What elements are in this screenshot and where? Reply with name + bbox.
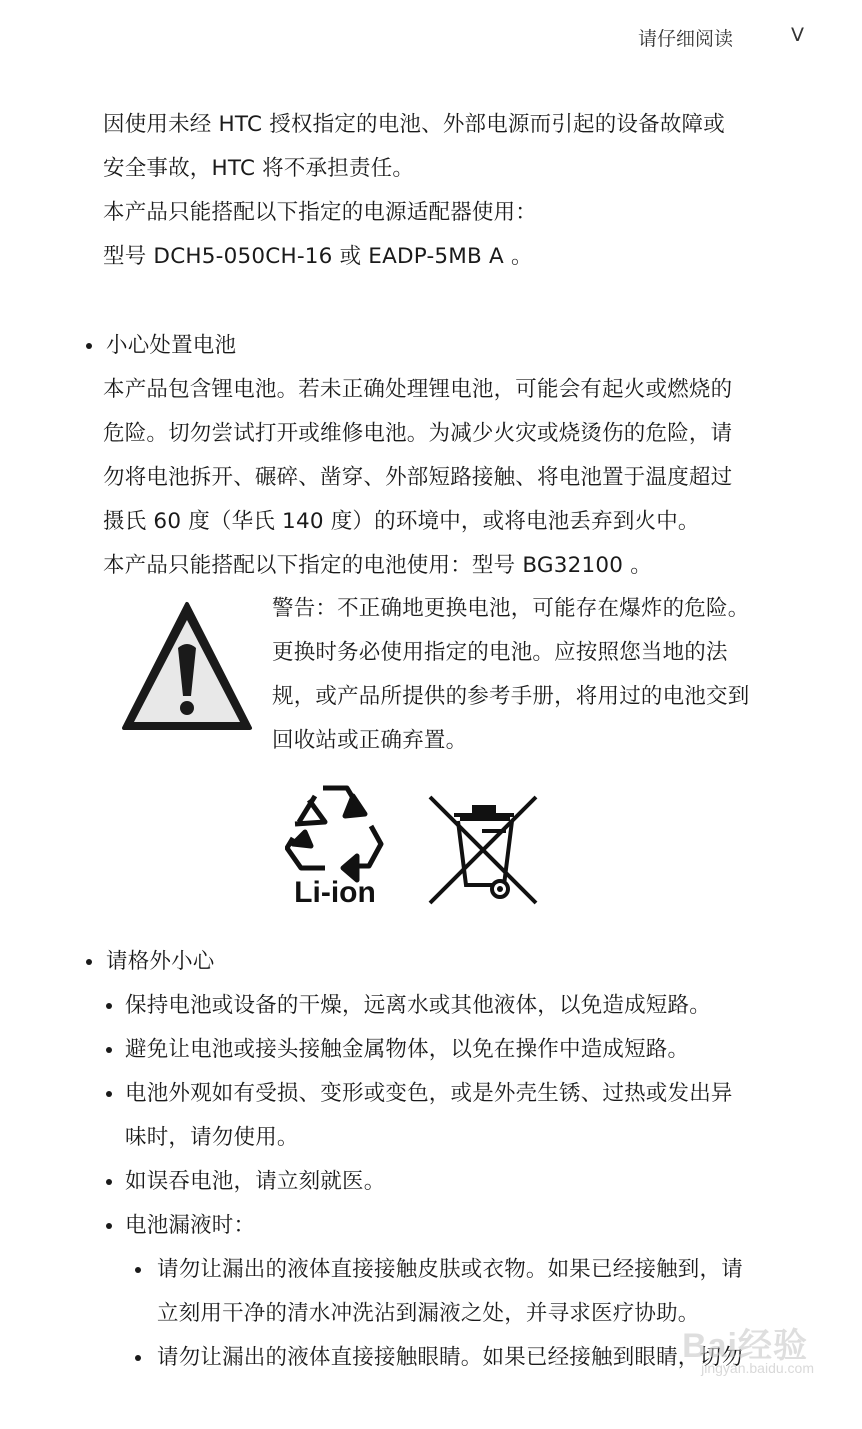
- bullet-icon: [106, 1091, 112, 1097]
- battery-body-line: 摄氏 60 度（华氏 140 度）的环境中，或将电池丢弃到火中。: [103, 509, 700, 534]
- watermark-url: jingyan.baidu.com: [701, 1360, 814, 1376]
- section-heading-care: 请格外小心: [106, 949, 215, 974]
- warning-line: 警告：不正确地更换电池，可能存在爆炸的危险。: [272, 596, 750, 621]
- care-item-continued: 味时，请勿使用。: [125, 1125, 299, 1150]
- leak-item: 请勿让漏出的液体直接接触皮肤或衣物。如果已经接触到，请: [157, 1257, 743, 1282]
- care-item: 保持电池或设备的干燥，远离水或其他液体，以免造成短路。: [125, 993, 711, 1018]
- section-heading-battery: 小心处置电池: [106, 333, 237, 358]
- section-title: 请仔细阅读: [637, 28, 733, 50]
- bullet-icon: [86, 343, 92, 349]
- bullet-icon: [135, 1267, 141, 1273]
- bullet-icon: [106, 1003, 112, 1009]
- care-item: 如误吞电池，请立刻就医。: [125, 1169, 386, 1194]
- watermark: [682, 1318, 814, 1376]
- bullet-icon: [135, 1355, 141, 1361]
- care-item: 避免让电池或接头接触金属物体，以免在操作中造成短路。: [125, 1037, 690, 1062]
- warning-line: 规，或产品所提供的参考手册，将用过的电池交到: [272, 684, 750, 709]
- warning-line: 更换时务必使用指定的电池。应按照您当地的法: [272, 640, 728, 665]
- leak-item-continued: 立刻用干净的清水冲洗沾到漏液之处，并寻求医疗协助。: [157, 1301, 700, 1326]
- leak-item: 请勿让漏出的液体直接接触眼睛。如果已经接触到眼睛，切勿: [157, 1345, 743, 1370]
- bullet-icon: [86, 959, 92, 965]
- battery-body-line: 本产品包含锂电池。若未正确处理锂电池，可能会有起火或燃烧的: [103, 377, 733, 402]
- intro-line: 因使用未经 HTC 授权指定的电池、外部电源而引起的设备故障或: [103, 112, 725, 137]
- bullet-icon: [106, 1179, 112, 1185]
- crossed-bin-icon: [428, 793, 540, 907]
- bullet-icon: [106, 1223, 112, 1229]
- battery-body-line: 危险。切勿尝试打开或维修电池。为减少火灾或烧烫伤的危险，请: [103, 421, 733, 446]
- watermark-brand: Bai经验: [682, 1327, 808, 1365]
- care-item: 电池漏液时：: [125, 1213, 256, 1238]
- intro-line: 型号 DCH5-050CH-16 或 EADP-5MB A 。: [103, 244, 533, 269]
- battery-body-line: 本产品只能搭配以下指定的电池使用：型号 BG32100 。: [103, 553, 652, 578]
- recycle-label: Li-ion: [294, 876, 376, 908]
- intro-line: 本产品只能搭配以下指定的电源适配器使用：: [103, 200, 538, 225]
- page-header: [638, 24, 804, 51]
- battery-body-line: 勿将电池拆开、碾碎、凿穿、外部短路接触、将电池置于温度超过: [103, 465, 733, 490]
- warning-triangle-icon: [120, 600, 254, 734]
- recycle-icon: [285, 782, 385, 908]
- intro-line: 安全事故，HTC 将不承担责任。: [103, 156, 415, 181]
- page-number: V: [791, 24, 804, 46]
- bullet-icon: [106, 1047, 112, 1053]
- warning-line: 回收站或正确弃置。: [272, 728, 468, 753]
- care-item: 电池外观如有受损、变形或变色，或是外壳生锈、过热或发出异: [125, 1081, 733, 1106]
